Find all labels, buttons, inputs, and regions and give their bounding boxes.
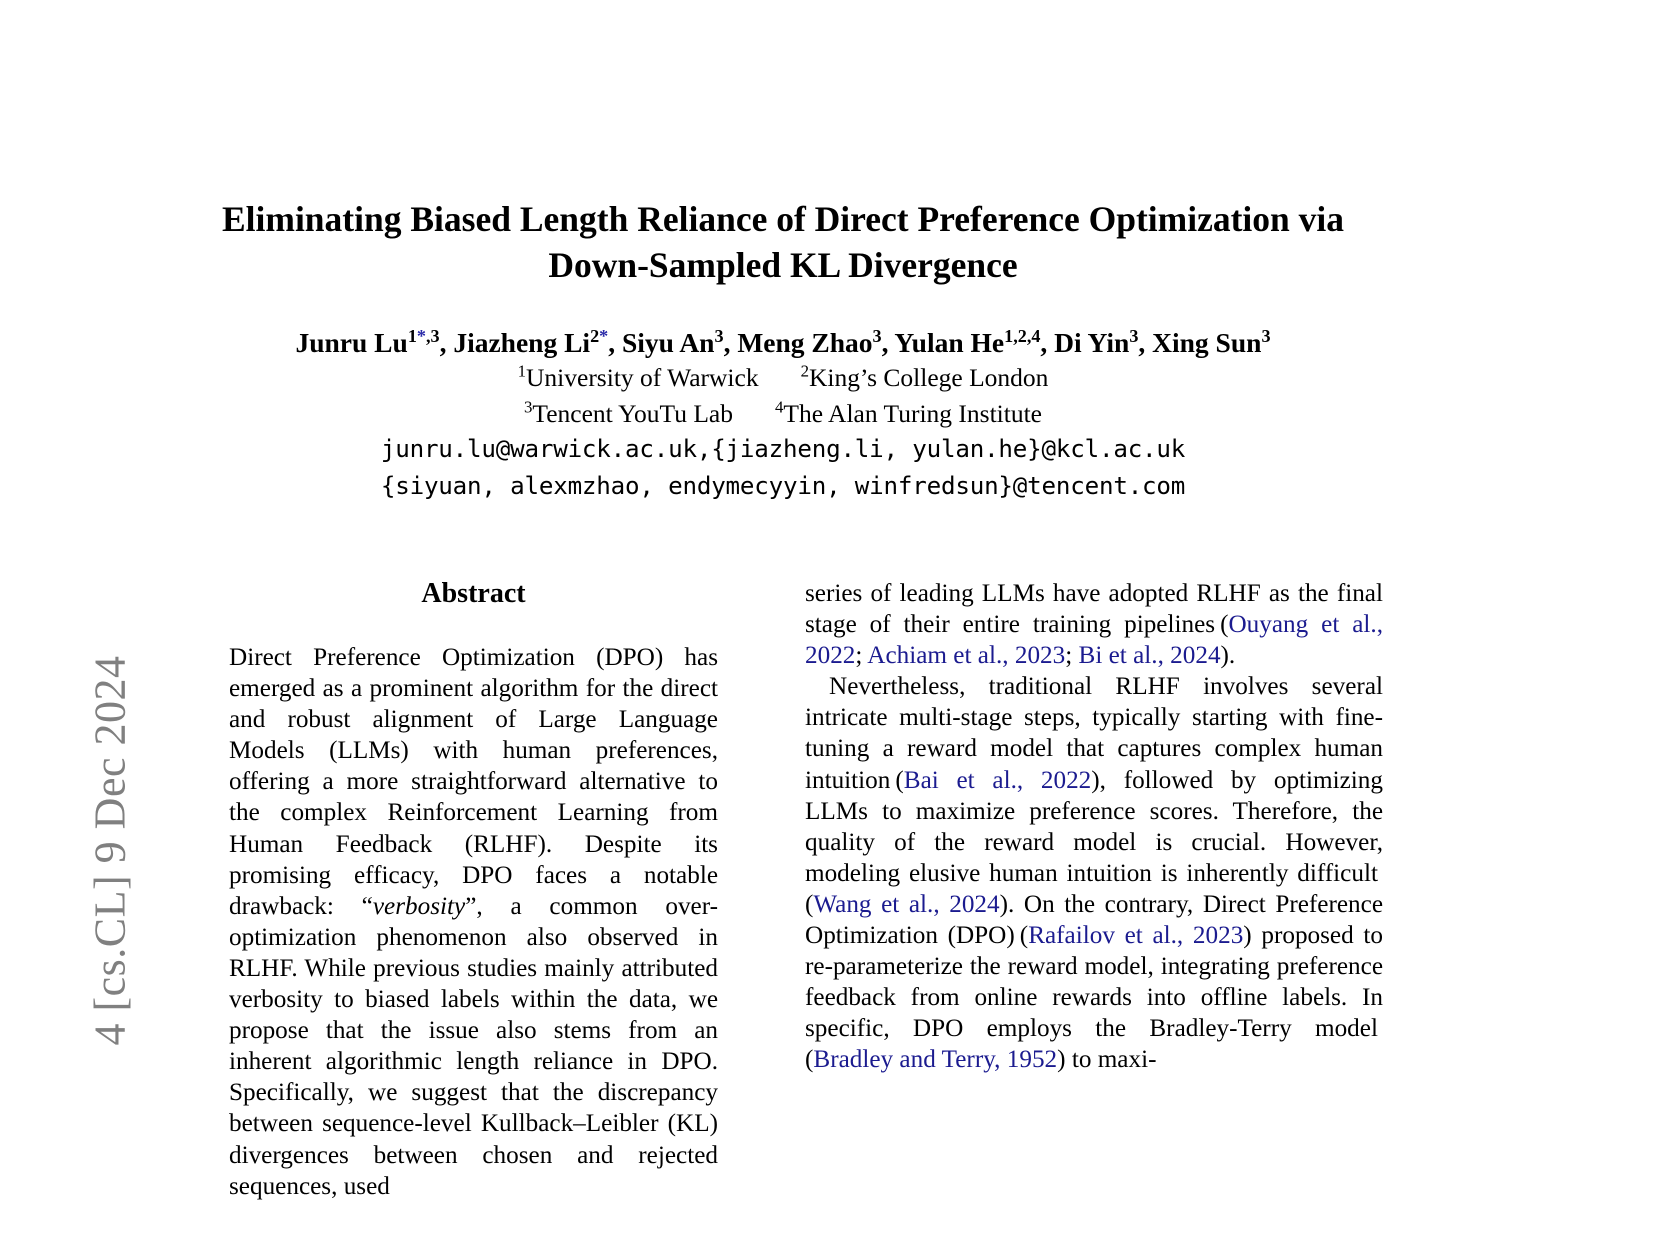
title-block bbox=[183, 196, 1383, 288]
affiliation-name: The Alan Turing Institute bbox=[783, 398, 1042, 428]
affiliation-line-2 bbox=[183, 396, 1383, 432]
affiliation-mark: 1 bbox=[517, 361, 526, 381]
intro-p2-seg-2: ), followed by optimizing LLMs to maximize preference scores. Therefore, the quality of the reward model is crucial. However, modeling elusive human intuition is inherently difficult ( bbox=[805, 766, 1383, 918]
author-affil-mark: 3 bbox=[714, 325, 724, 346]
author-block bbox=[183, 325, 1383, 505]
affiliation-mark: 2 bbox=[800, 361, 810, 381]
author-name: Meng Zhao bbox=[737, 327, 873, 358]
abstract-text-part-2: ”, a common over-optimization phenomenon also observed in RLHF. While previous studies mainly attributed verbosity to biased labels within the data, we propose that the issue also stems from an inherent algorithmic length reliance in DPO. Specifically, we suggest that the discrepancy between sequence-level Kullback–Leibler (KL) divergences between chosen and rejected sequences, used bbox=[229, 892, 719, 1200]
affiliation-name: University of Warwick bbox=[526, 363, 759, 392]
author-affil-mark: 3 bbox=[1129, 325, 1139, 346]
citation-link[interactable]: Bradley and Terry, 1952 bbox=[813, 1046, 1058, 1074]
affiliation-mark: 3 bbox=[524, 397, 533, 416]
page-title: Eliminating Biased Length Reliance of Direct Preference Optimization via Down-Sampled KL Divergence bbox=[221, 199, 1345, 285]
abstract-paragraph bbox=[229, 642, 718, 1202]
author-name: Siyu An bbox=[621, 327, 715, 358]
affiliation-name: Tencent YouTu Lab bbox=[532, 398, 733, 428]
intro-p1-text-b: ). bbox=[1220, 642, 1236, 670]
author-affil-mark: 1,2,4 bbox=[1004, 325, 1041, 346]
email-line-1: junru.lu@warwick.ac.uk,{jiazheng.li, yulan.he}@kcl.ac.uk bbox=[380, 435, 1186, 463]
author-affil-mark: 3 bbox=[1261, 325, 1271, 346]
intro-paragraph-1 bbox=[805, 578, 1383, 671]
left-column bbox=[229, 578, 718, 1202]
citation-link[interactable]: Achiam et al., 2023 bbox=[867, 642, 1066, 670]
affiliation-line-1 bbox=[183, 360, 1383, 396]
author-affil-mark: 2* bbox=[590, 325, 609, 346]
author-names: Junru $Lu^{1*,3}$, Jiazheng $Li^{2*}$, Siyu An$^3$, Meng Zhao$^3$, Yulan He$^{1,2,4}$, Di Yin$^3$, Xing Sun$^3$ bbox=[295, 325, 1271, 358]
abstract-emphasis-verbosity: verbosity bbox=[372, 892, 466, 920]
right-column bbox=[805, 578, 1383, 1076]
intro-paragraph-2 bbox=[805, 671, 1383, 1075]
intro-p2-seg-3: ). On the contrary, Direct Preference Optimization (DPO) ( bbox=[805, 890, 1383, 950]
email-line-2: {siyuan, alexmzhao, endymecyyin, winfredsun}@tencent.com bbox=[380, 472, 1186, 500]
citation-link[interactable]: Bai et al., 2022 bbox=[903, 766, 1092, 794]
intro-p2-seg-4: ) proposed to re-parameterize the reward model, integrating preference feedback from online rewards into offline labels. In specific, DPO employs the Bradley-Terry model ( bbox=[805, 922, 1383, 1074]
citation-separator: ; bbox=[1065, 642, 1079, 670]
citation-link[interactable]: Bi et al., 2024 bbox=[1078, 642, 1221, 670]
author-affil-mark: 1*,3 bbox=[407, 325, 440, 346]
intro-p2-seg-5: ) to maxi- bbox=[1057, 1046, 1157, 1074]
affiliation-mark: 4 bbox=[775, 397, 784, 416]
citation-separator: ; bbox=[855, 642, 868, 670]
citation-link[interactable]: Wang et al., 2024 bbox=[813, 890, 1000, 918]
author-name: Xing Sun bbox=[1152, 327, 1262, 358]
abstract-text-part-1: Direct Preference Optimization (DPO) has emerged as a prominent algorithm for the direct and robust alignment of Large Language Models (LLMs) with human preferences, offering a more straightforward alternative to the complex Reinforcement Learning from Human Feedback (RLHF). Despite its promising efficacy, DPO faces a notable drawback: “ bbox=[229, 644, 718, 920]
intro-p2-seg-1: Nevertheless, traditional RLHF involves several intricate multi-stage steps, typically starting with fine-tuning a reward model that captures complex human intuition ( bbox=[805, 673, 1383, 794]
arxiv-identifier-stamp: 4 [cs.CL] 9 Dec 2024 bbox=[85, 655, 135, 1046]
abstract-heading: Abstract bbox=[421, 578, 526, 609]
citation-link[interactable]: Rafailov et al., 2023 bbox=[1028, 922, 1244, 950]
author-name: Di Yin bbox=[1054, 327, 1130, 358]
author-name: Junru Lu bbox=[295, 327, 408, 358]
author-name: Jiazheng Li bbox=[453, 327, 591, 358]
intro-p1-text-a: series of leading LLMs have adopted RLHF as the final stage of their entire training pipelines ( bbox=[805, 580, 1383, 639]
citation-link[interactable]: Ouyang et al., 2022 bbox=[805, 611, 1383, 670]
author-name: Yulan He bbox=[894, 327, 1005, 358]
affiliation-name: King’s College London bbox=[809, 363, 1049, 392]
author-affil-mark: 3 bbox=[872, 325, 882, 346]
